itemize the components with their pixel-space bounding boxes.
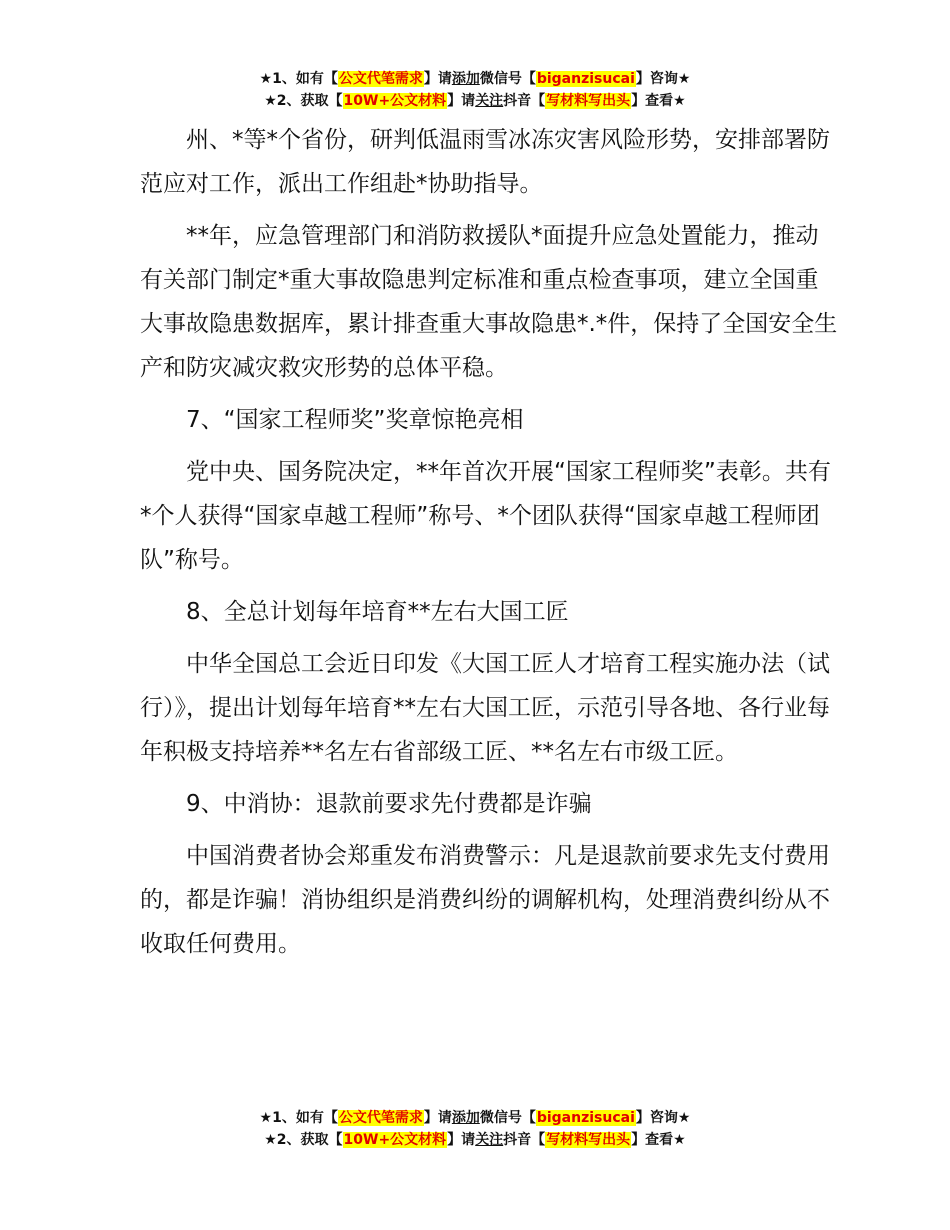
footer-banner — [0, 1107, 950, 1151]
banner-text: 抖音【 — [503, 93, 546, 109]
banner-line-2 — [0, 90, 950, 112]
banner-text: ★2、获取【 — [264, 1132, 343, 1148]
underlined-text: 关注 — [475, 1132, 504, 1148]
underlined-text: 关注 — [475, 93, 504, 109]
header-banner — [0, 68, 950, 112]
banner-text: 抖音【 — [503, 1132, 546, 1148]
section-heading: 7、“国家工程师奖”奖章惊艳亮相 — [186, 407, 524, 433]
banner-text: ★1、如有【 — [259, 71, 338, 87]
highlight-text: 10W+公文材料 — [343, 93, 447, 109]
banner-line-2 — [0, 1129, 950, 1151]
banner-text: 微信号【 — [479, 71, 536, 87]
paragraph: **年，应急管理部门和消防救援队*面提升应急处置能力，推动有关部门制定*重大事故隐患判定标准和重点检查事项，建立全国重大事故隐患数据库，累计排查重大事故隐患*.*件，保持了全国安全生产和防灾减灾救灾形势的总体平稳。 — [140, 223, 838, 381]
banner-line-1 — [0, 1107, 950, 1129]
banner-text: 】查看★ — [631, 1132, 686, 1148]
banner-text: 】请 — [423, 71, 452, 87]
section-heading: 8、全总计划每年培育**左右大国工匠 — [186, 599, 569, 625]
banner-text: ★2、获取【 — [264, 93, 343, 109]
banner-text: ★1、如有【 — [259, 1110, 338, 1126]
banner-text: 微信号【 — [479, 1110, 536, 1126]
banner-text: 】请 — [423, 1110, 452, 1126]
underlined-text: 添加 — [451, 1110, 480, 1126]
highlight-text: 写材料写出头 — [546, 1132, 631, 1148]
highlight-text: 公文代笔需求 — [338, 71, 423, 87]
paragraph: 党中央、国务院决定，**年首次开展“国家工程师奖”表彰。共有*个人获得“国家卓越工程师”称号、*个团队获得“国家卓越工程师团队”称号。 — [140, 459, 831, 573]
highlight-text: 写材料写出头 — [546, 93, 631, 109]
document-body — [140, 118, 840, 974]
paragraph: 中华全国总工会近日印发《大国工匠人才培育工程实施办法（试行）》，提出计划每年培育**左右大国工匠，示范引导各地、各行业每年积极支持培养**名左右省部级工匠、**名左右市级工匠。 — [140, 651, 830, 765]
section-heading: 9、中消协：退款前要求先付费都是诈骗 — [186, 791, 592, 817]
banner-line-1 — [0, 68, 950, 90]
paragraph: 州、*等*个省份，研判低温雨雪冰冻灾害风险形势，安排部署防范应对工作，派出工作组赴*协助指导。 — [140, 127, 830, 197]
banner-text: 】查看★ — [631, 93, 686, 109]
banner-text: 】咨询★ — [635, 71, 691, 87]
banner-text: 】咨询★ — [635, 1110, 691, 1126]
highlight-text: biganzisucai — [536, 71, 635, 87]
banner-text: 】请 — [447, 1132, 476, 1148]
paragraph: 中国消费者协会郑重发布消费警示：凡是退款前要求先支付费用的，都是诈骗！消协组织是消费纠纷的调解机构，处理消费纠纷从不收取任何费用。 — [140, 843, 830, 957]
highlight-text: 10W+公文材料 — [343, 1132, 447, 1148]
banner-text: 】请 — [447, 93, 476, 109]
highlight-text: biganzisucai — [536, 1110, 635, 1126]
highlight-text: 公文代笔需求 — [338, 1110, 423, 1126]
underlined-text: 添加 — [451, 71, 480, 87]
